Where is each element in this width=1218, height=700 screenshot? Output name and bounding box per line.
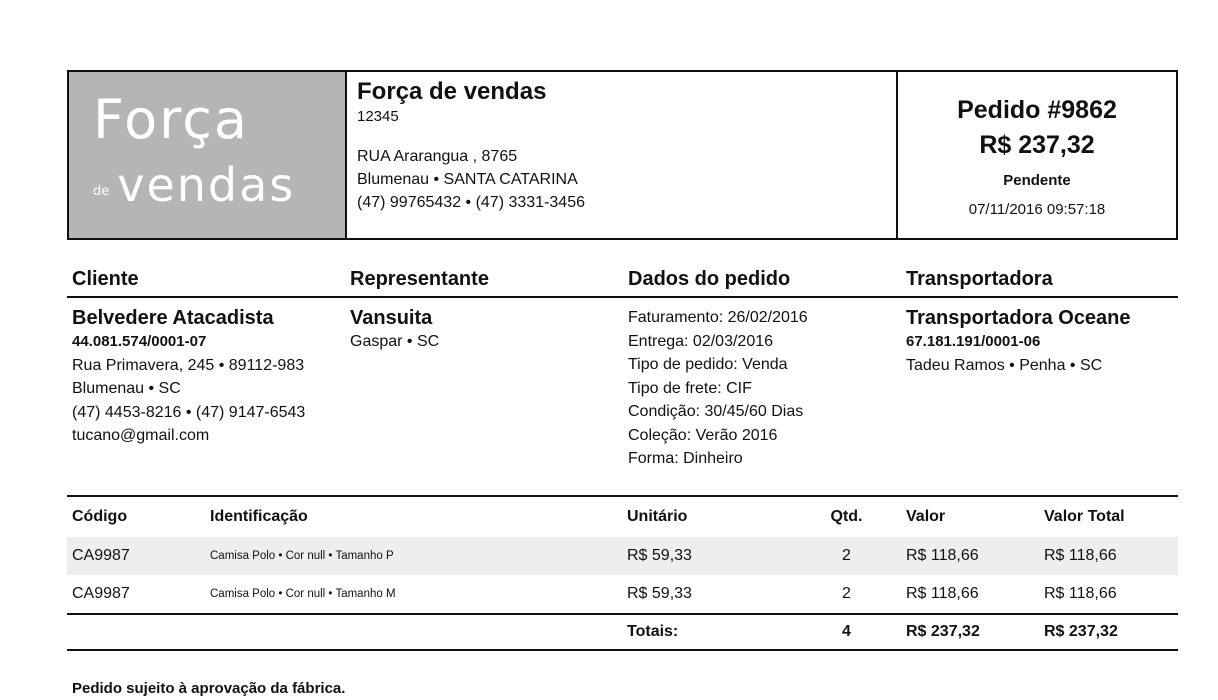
header-ident: Identificação	[210, 508, 308, 525]
client-name: Belvedere Atacadista	[72, 307, 274, 329]
row-value: R$ 118,66	[906, 547, 979, 564]
rep-name: Vansuita	[350, 307, 433, 329]
items-table	[67, 495, 1178, 651]
totals-total: R$ 237,32	[1044, 623, 1118, 640]
header-value: Valor	[906, 508, 946, 525]
company-address: RUA Ararangua , 8765	[357, 148, 518, 165]
logo-word: vendas	[117, 158, 296, 212]
order-delivery: Entrega: 02/03/2016	[628, 332, 774, 350]
order-total: R$ 237,32	[979, 131, 1095, 159]
company-name: Força de vendas	[357, 78, 547, 105]
client-email: tucano@gmail.com	[72, 427, 210, 444]
company-city: Blumenau • SANTA CATARINA	[357, 171, 578, 188]
company-info	[347, 72, 898, 238]
info-section-headers	[67, 262, 1178, 298]
info-section-body	[67, 306, 1178, 471]
logo-line1: Força	[93, 88, 249, 151]
company-phones: (47) 99765432 • (47) 3331-3456	[357, 194, 585, 211]
row-ident: Camisa Polo • Cor null • Tamanho P	[210, 550, 394, 562]
carrier-doc: 67.181.191/0001-06	[906, 333, 1041, 350]
order-freight: Tipo de frete: CIF	[628, 379, 752, 397]
carrier-name: Transportadora Oceane	[906, 307, 1131, 329]
section-client-title: Cliente	[72, 268, 139, 290]
approval-note: Pedido sujeito à aprovação da fábrica.	[72, 680, 346, 697]
section-order-data-title: Dados do pedido	[628, 268, 791, 290]
header-total: Valor Total	[1044, 508, 1125, 525]
logo-small: de	[93, 184, 110, 199]
order-number: Pedido #9862	[957, 96, 1117, 124]
row-total: R$ 118,66	[1044, 547, 1117, 564]
company-code: 12345	[357, 108, 399, 125]
row-code: CA9987	[72, 585, 130, 602]
section-rep-title: Representante	[350, 268, 489, 290]
client-doc: 44.081.574/0001-07	[72, 333, 207, 350]
row-unit: R$ 59,33	[627, 547, 692, 564]
header-qty: Qtd.	[830, 508, 863, 525]
row-qty: 2	[842, 585, 851, 602]
header-unit: Unitário	[627, 508, 688, 525]
rep-info	[345, 306, 623, 471]
order-condition: Condição: 30/45/60 Dias	[628, 403, 804, 420]
order-status: Pendente	[1003, 172, 1071, 189]
rep-city: Gaspar • SC	[350, 333, 440, 350]
order-data-info	[623, 306, 901, 471]
client-info	[67, 306, 345, 471]
section-carrier-title: Transportadora	[906, 268, 1053, 290]
row-qty: 2	[842, 547, 851, 564]
logo-line2	[93, 158, 295, 212]
totals-label: Totais:	[627, 623, 679, 640]
order-type: Tipo de pedido: Venda	[628, 356, 788, 373]
client-address: Rua Primavera, 245 • 89112-983	[72, 356, 305, 374]
carrier-info	[901, 306, 1178, 471]
order-summary	[898, 72, 1176, 238]
carrier-city: Tadeu Ramos • Penha • SC	[906, 356, 1103, 374]
client-city: Blumenau • SC	[72, 380, 181, 397]
table-header-row	[67, 495, 1178, 537]
header-code: Código	[72, 508, 128, 525]
table-totals-row	[67, 613, 1178, 651]
order-payment: Forma: Dinheiro	[628, 450, 743, 467]
row-total: R$ 118,66	[1044, 585, 1117, 602]
order-billing: Faturamento: 26/02/2016	[628, 309, 808, 326]
row-code: CA9987	[72, 547, 130, 564]
company-logo	[69, 72, 347, 238]
table-row	[67, 537, 1178, 575]
row-unit: R$ 59,33	[627, 585, 692, 602]
client-phones: (47) 4453-8216 • (47) 9147-6543	[72, 403, 306, 421]
row-value: R$ 118,66	[906, 585, 979, 602]
order-datetime: 07/11/2016 09:57:18	[968, 201, 1106, 218]
totals-qty: 4	[842, 623, 851, 640]
table-row	[67, 575, 1178, 613]
document-header	[67, 70, 1178, 240]
totals-value: R$ 237,32	[906, 623, 980, 640]
order-collection: Coleção: Verão 2016	[628, 426, 778, 444]
row-ident: Camisa Polo • Cor null • Tamanho M	[210, 588, 396, 600]
